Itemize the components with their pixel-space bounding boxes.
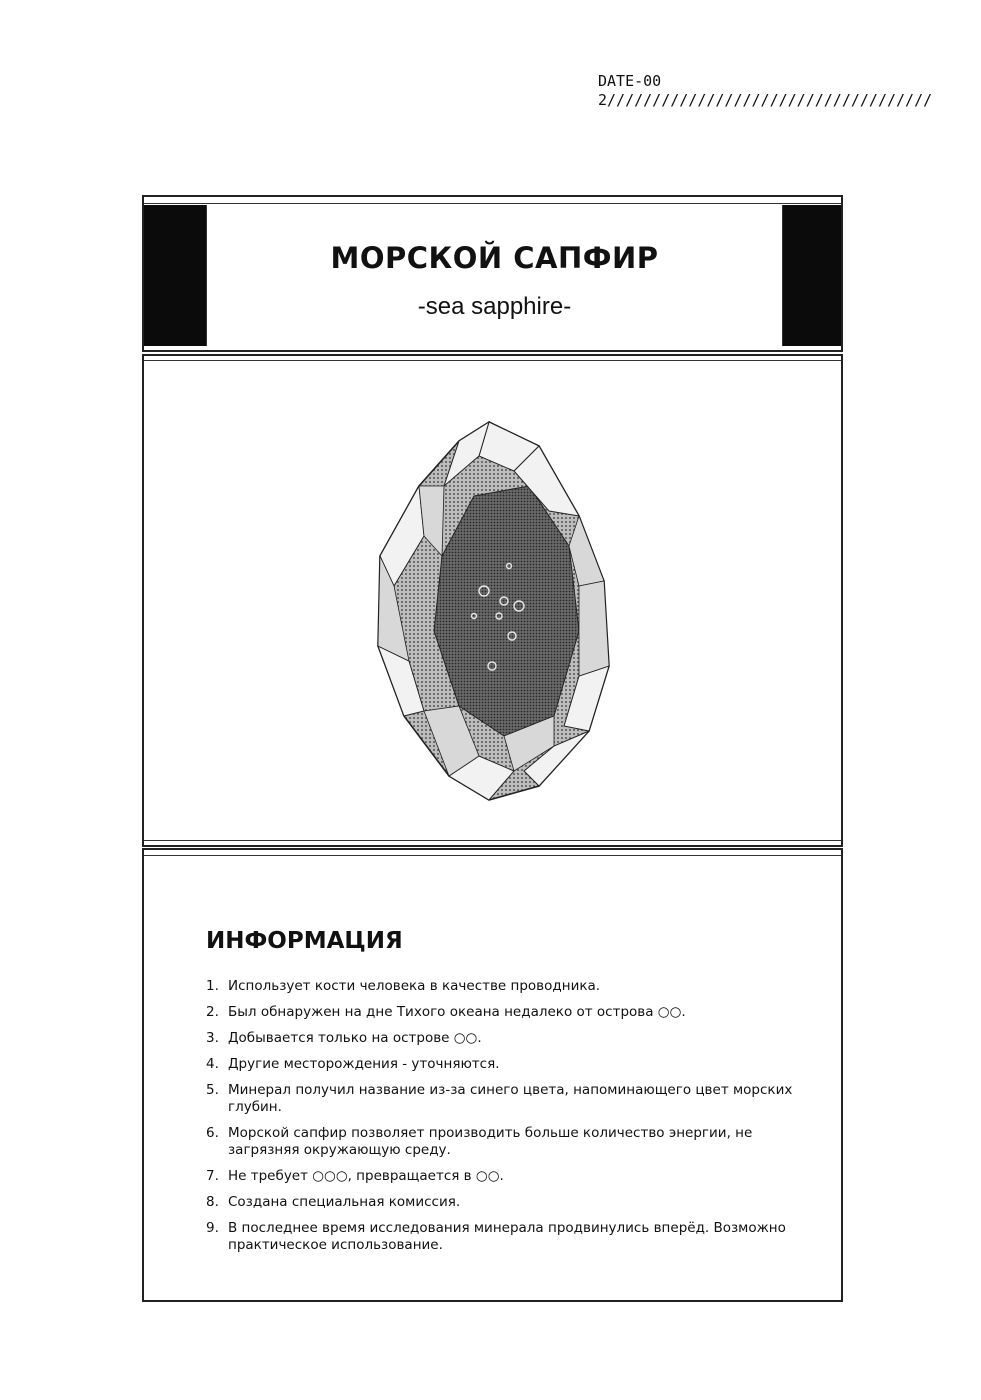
page-title: МОРСКОЙ САПФИР — [330, 241, 659, 275]
list-item-text: В последнее время исследования минерала продвинулись вперёд. Возможно практическое использование. — [228, 1220, 786, 1253]
list-item-number: 9. — [206, 1220, 219, 1236]
list-item-text: Морской сапфир позволяет производить больше количество энергии, не загрязняя окружающую среду. — [228, 1125, 753, 1158]
list-item-number: 2. — [206, 1004, 219, 1020]
list-item — [206, 1082, 806, 1116]
list-item — [206, 1125, 806, 1159]
list-item-text: Создана специальная комиссия. — [228, 1194, 461, 1210]
image-bottom-rule — [144, 840, 841, 841]
title-box — [206, 205, 783, 346]
list-item — [206, 1168, 806, 1185]
date-tag: DATE-002//////////////////////////////////// — [598, 72, 933, 109]
info-top-rule — [144, 855, 841, 856]
image-top-rule — [144, 360, 841, 361]
list-item-text: Был обнаружен на дне Тихого океана недалеко от острова ○○. — [228, 1004, 686, 1020]
list-item — [206, 1004, 806, 1021]
list-item-text: Другие месторождения - уточняются. — [228, 1056, 500, 1072]
list-item — [206, 1220, 806, 1254]
page-subtitle: -sea sapphire- — [417, 293, 572, 320]
list-item-text: Добывается только на острове ○○. — [228, 1030, 482, 1046]
list-item — [206, 1194, 806, 1211]
image-panel — [142, 354, 843, 847]
list-item — [206, 1030, 806, 1047]
list-item — [206, 1056, 806, 1073]
title-panel — [142, 195, 843, 352]
list-item-number: 4. — [206, 1056, 219, 1072]
info-heading: ИНФОРМАЦИЯ — [206, 928, 403, 954]
list-item-number: 5. — [206, 1082, 219, 1098]
list-item-number: 7. — [206, 1168, 219, 1184]
list-item — [206, 978, 806, 995]
info-list — [206, 978, 806, 1263]
sapphire-gem-icon — [364, 416, 624, 806]
info-panel — [142, 848, 843, 1302]
right-black-bar — [783, 205, 841, 346]
list-item-text: Минерал получил название из-за синего цвета, напоминающего цвет морских глубин. — [228, 1082, 793, 1115]
left-black-bar — [144, 205, 206, 346]
list-item-text: Использует кости человека в качестве проводника. — [228, 978, 601, 994]
list-item-number: 1. — [206, 978, 219, 994]
list-item-text: Не требует ○○○, превращается в ○○. — [228, 1168, 504, 1184]
list-item-number: 6. — [206, 1125, 219, 1141]
list-item-number: 3. — [206, 1030, 219, 1046]
list-item-number: 8. — [206, 1194, 219, 1210]
top-rule — [144, 203, 841, 204]
